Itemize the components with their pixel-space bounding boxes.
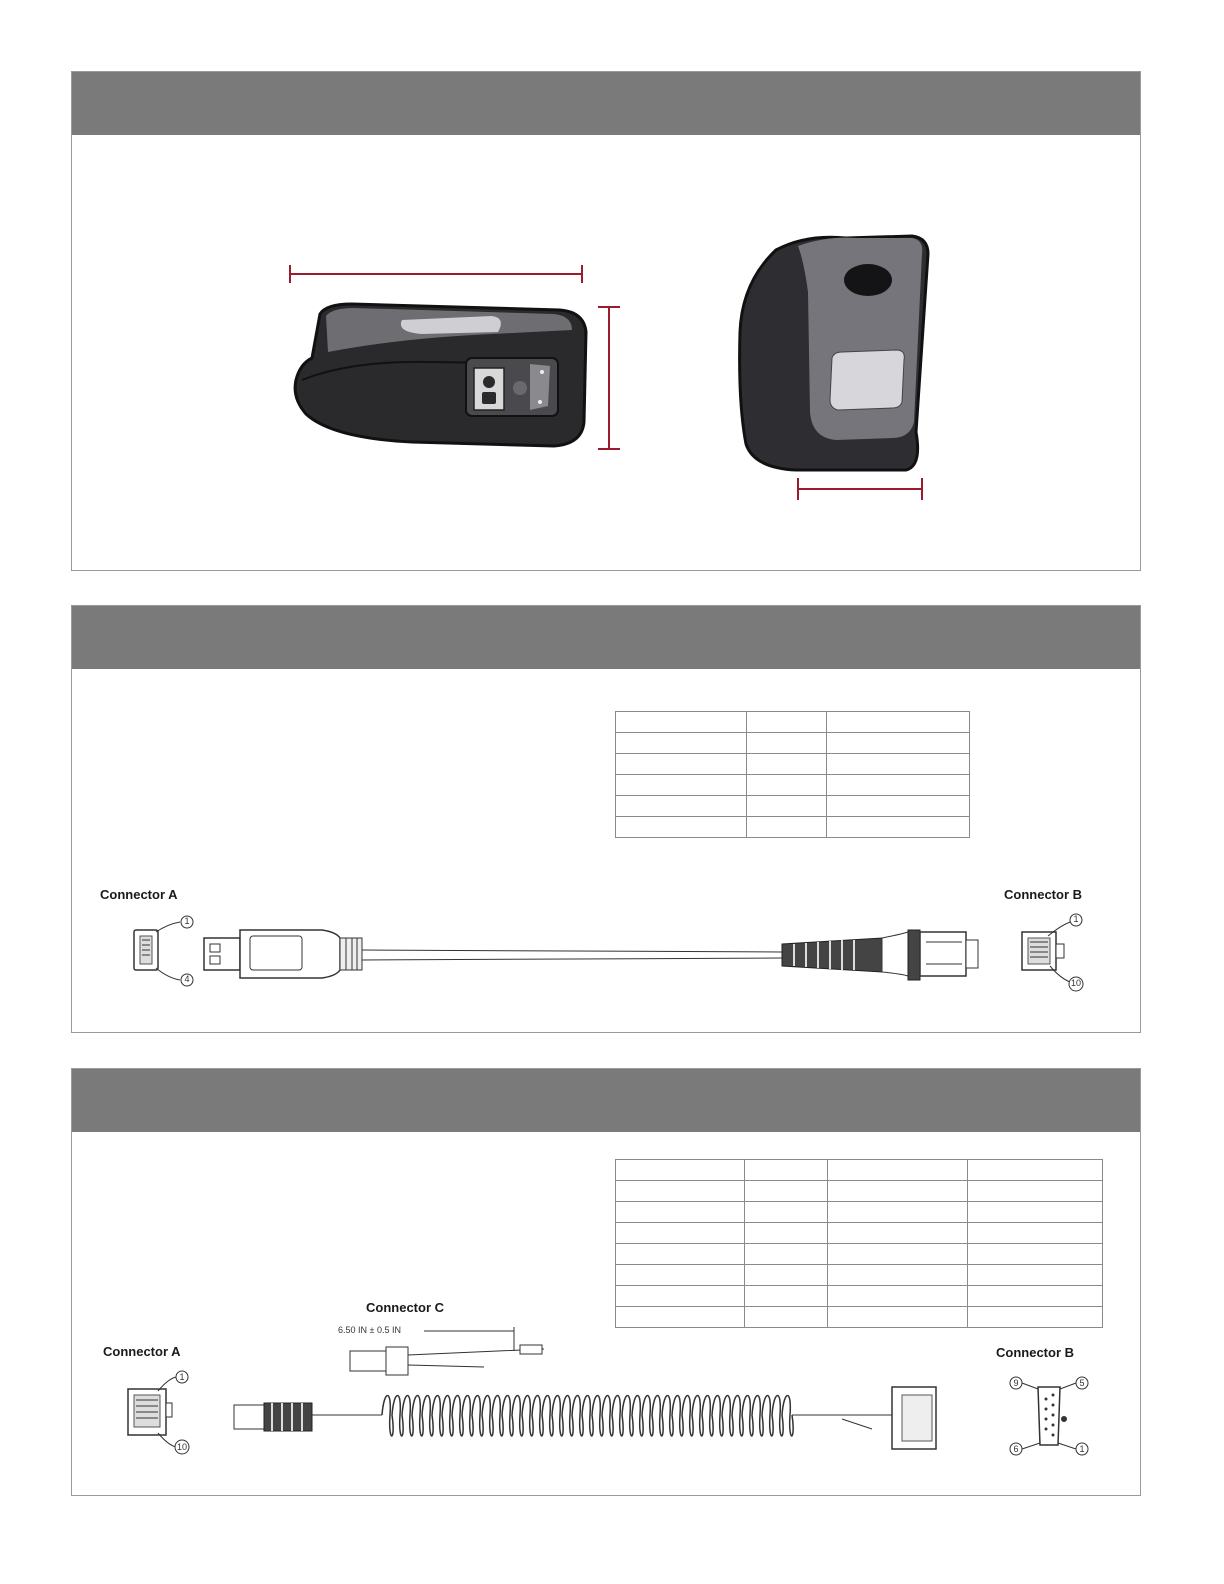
table-row xyxy=(616,775,970,796)
panel-header xyxy=(72,606,1140,669)
pinout-table xyxy=(615,1159,1103,1328)
width-dimension-line xyxy=(288,264,584,284)
connector-a-label: Connector A xyxy=(103,1344,181,1359)
connector-b-label: Connector B xyxy=(1004,887,1082,902)
pin-number: 4 xyxy=(184,974,190,984)
rs232-cable-panel xyxy=(71,1068,1141,1496)
usb-cable-diagram xyxy=(202,924,982,982)
table-row xyxy=(616,1265,1103,1286)
connector-c-length: 6.50 IN ± 0.5 IN xyxy=(338,1325,401,1335)
table-row xyxy=(616,1160,1103,1181)
table-row xyxy=(616,1244,1103,1265)
depth-dimension-line xyxy=(796,477,924,501)
pin-number: 5 xyxy=(1079,1378,1085,1388)
scanner-front-view-image xyxy=(736,232,932,476)
pin-number: 10 xyxy=(176,1442,187,1452)
table-row xyxy=(616,733,970,754)
pin-number: 1 xyxy=(1073,914,1079,924)
coiled-cable-diagram xyxy=(232,1369,942,1469)
table-row xyxy=(616,1181,1103,1202)
table-row xyxy=(616,712,970,733)
table-row xyxy=(616,796,970,817)
pin-number: 1 xyxy=(179,1372,185,1382)
connector-b-label: Connector B xyxy=(996,1345,1074,1360)
height-dimension-line xyxy=(597,305,621,451)
table-row xyxy=(616,1223,1103,1244)
pin-number: 1 xyxy=(1079,1444,1085,1454)
panel-header xyxy=(72,72,1140,135)
table-row xyxy=(616,754,970,775)
table-row xyxy=(616,817,970,838)
connector-a-label: Connector A xyxy=(100,887,178,902)
connector-c-label: Connector C xyxy=(366,1300,444,1315)
usb-cable-panel xyxy=(71,605,1141,1033)
table-row xyxy=(616,1202,1103,1223)
pin-number: 10 xyxy=(1070,978,1081,988)
pin-number: 9 xyxy=(1013,1378,1019,1388)
panel-header xyxy=(72,1069,1140,1132)
dimensions-panel xyxy=(71,71,1141,571)
pinout-table xyxy=(615,711,970,838)
pin-number: 6 xyxy=(1013,1444,1019,1454)
table-row xyxy=(616,1307,1103,1328)
scanner-side-view-image xyxy=(292,302,592,452)
pin-number: 1 xyxy=(184,916,190,926)
table-row xyxy=(616,1286,1103,1307)
